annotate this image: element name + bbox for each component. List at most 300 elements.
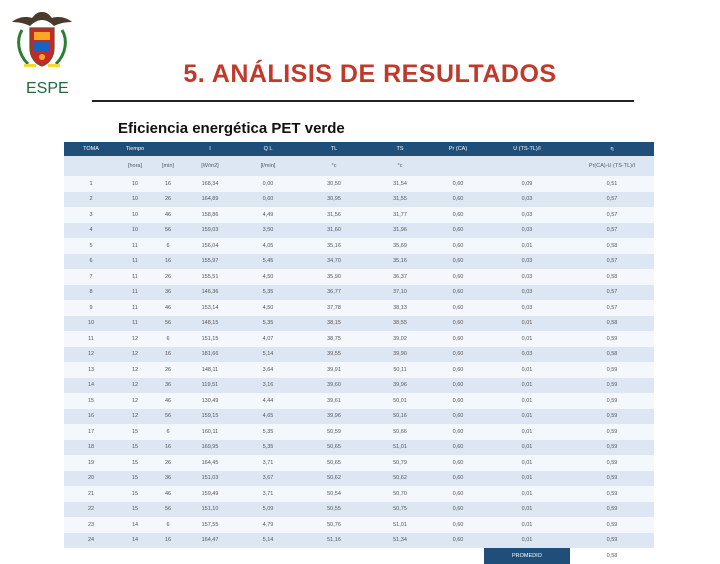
table-row (64, 300, 654, 316)
table-row (64, 176, 654, 192)
table-cell: 34,70 (300, 254, 368, 270)
table-cell: 0,60 (432, 192, 484, 208)
table-cell: 39,96 (300, 409, 368, 425)
table-cell: 39,55 (300, 347, 368, 363)
table-cell: 12 (118, 393, 152, 409)
table-cell: 0,58 (570, 347, 654, 363)
table-cell: 0,01 (484, 424, 570, 440)
table-header-row (64, 142, 654, 156)
table-cell: 12 (118, 331, 152, 347)
table-cell: 0,01 (484, 486, 570, 502)
table-cell: 50,59 (300, 424, 368, 440)
table-cell: 153,14 (184, 300, 236, 316)
table-row (64, 285, 654, 301)
table-cell: 39,60 (300, 378, 368, 394)
table-cell: 157,55 (184, 517, 236, 533)
table-cell: 0,01 (484, 455, 570, 471)
column-header: Pr (CA) (432, 142, 484, 156)
table-cell: 15 (118, 486, 152, 502)
column-header: η (570, 142, 654, 156)
table-cell: 12 (64, 347, 118, 363)
table-cell: 4 (64, 223, 118, 239)
table-cell: 10 (118, 192, 152, 208)
table-cell: 37,78 (300, 300, 368, 316)
table-cell: 35,16 (368, 254, 432, 270)
empty-cell (118, 548, 152, 564)
table-cell: 5,14 (236, 347, 300, 363)
table-cell: 151,10 (184, 502, 236, 518)
table-cell: 0,01 (484, 362, 570, 378)
table-cell: 155,97 (184, 254, 236, 270)
results-table (64, 142, 654, 564)
table-cell: 10 (64, 316, 118, 332)
empty-cell (368, 548, 432, 564)
table-cell: 3,64 (236, 362, 300, 378)
table-cell: 26 (152, 192, 184, 208)
eagle-icon (12, 12, 72, 26)
table-cell: 0,60 (432, 331, 484, 347)
table-cell: 0,60 (432, 223, 484, 239)
table-cell: 159,49 (184, 486, 236, 502)
table-cell: 17 (64, 424, 118, 440)
table-row (64, 223, 654, 239)
shield-icon (30, 28, 54, 66)
table-cell: 50,66 (368, 424, 432, 440)
column-header: U (TS-TL)/I (484, 142, 570, 156)
table-cell: 0,03 (484, 269, 570, 285)
table-cell: 0,60 (432, 238, 484, 254)
table-cell: 38,13 (368, 300, 432, 316)
table-cell: 21 (64, 486, 118, 502)
university-crest-logo (6, 8, 78, 74)
table-cell: 50,70 (368, 486, 432, 502)
table-footer-row (64, 548, 654, 564)
table-cell: 50,11 (368, 362, 432, 378)
table-cell: 0,60 (432, 176, 484, 192)
table-cell: 155,51 (184, 269, 236, 285)
table-cell: 0,60 (432, 378, 484, 394)
table-cell: 51,34 (368, 533, 432, 549)
table-cell: 119,51 (184, 378, 236, 394)
table-cell: 14 (118, 517, 152, 533)
table-cell: 0,60 (432, 316, 484, 332)
table-cell: 35,90 (300, 269, 368, 285)
table-cell: 39,96 (368, 378, 432, 394)
column-unit (484, 156, 570, 176)
column-unit: Pr(CA)-U (TS-TL)/I (570, 156, 654, 176)
table-cell: 14 (64, 378, 118, 394)
table-cell: 11 (118, 238, 152, 254)
table-cell: 164,89 (184, 192, 236, 208)
table-cell: 19 (64, 455, 118, 471)
table-cell: 0,58 (570, 316, 654, 332)
column-header (152, 142, 184, 156)
empty-cell (432, 548, 484, 564)
table-cell: 0,60 (432, 300, 484, 316)
table-cell: 0,60 (432, 533, 484, 549)
table-cell: 31,60 (300, 223, 368, 239)
table-cell: 146,36 (184, 285, 236, 301)
table-cell: 38,55 (368, 316, 432, 332)
table-cell: 4,50 (236, 300, 300, 316)
table-cell: 3,71 (236, 486, 300, 502)
table-cell: 26 (152, 269, 184, 285)
table-cell: 18 (64, 440, 118, 456)
table-cell: 51,01 (368, 517, 432, 533)
table-cell: 12 (118, 347, 152, 363)
table-cell: 0,01 (484, 533, 570, 549)
average-value: 0,58 (570, 548, 654, 564)
table-row (64, 517, 654, 533)
table-cell: 0,59 (570, 455, 654, 471)
table-cell: 31,96 (368, 223, 432, 239)
table-cell: 0,01 (484, 409, 570, 425)
table-cell: 0,60 (432, 455, 484, 471)
table-cell: 4,50 (236, 269, 300, 285)
column-unit (64, 156, 118, 176)
table-cell: 0,57 (570, 192, 654, 208)
table-cell: 35,69 (368, 238, 432, 254)
table-cell: 0,60 (432, 409, 484, 425)
table-cell: 0,57 (570, 223, 654, 239)
table-cell: 151,15 (184, 331, 236, 347)
empty-cell (300, 548, 368, 564)
table-cell: 11 (64, 331, 118, 347)
table-cell: 8 (64, 285, 118, 301)
table-cell: 24 (64, 533, 118, 549)
table-row (64, 455, 654, 471)
table-cell: 38,15 (300, 316, 368, 332)
table-cell: 0,60 (432, 517, 484, 533)
table-cell: 151,03 (184, 471, 236, 487)
table-cell: 0,60 (236, 192, 300, 208)
table-cell: 159,15 (184, 409, 236, 425)
table-row (64, 486, 654, 502)
table-row (64, 378, 654, 394)
table-cell: 4,05 (236, 238, 300, 254)
table-cell: 16 (152, 533, 184, 549)
table-cell: 13 (64, 362, 118, 378)
table-cell: 0,59 (570, 486, 654, 502)
table-cell: 30,50 (300, 176, 368, 192)
table-cell: 5,35 (236, 285, 300, 301)
table-cell: 46 (152, 207, 184, 223)
table-cell: 0,60 (432, 424, 484, 440)
table-cell: 26 (152, 362, 184, 378)
table-cell: 0,01 (484, 517, 570, 533)
table-cell: 0,59 (570, 502, 654, 518)
table-cell: 15 (118, 424, 152, 440)
espe-logo-text: ESPE (26, 80, 69, 97)
table-cell: 11 (118, 254, 152, 270)
column-header: Q L (236, 142, 300, 156)
table-cell: 35,16 (300, 238, 368, 254)
table-cell: 50,75 (368, 502, 432, 518)
table-cell: 0,59 (570, 424, 654, 440)
table-cell: 36 (152, 285, 184, 301)
table-row (64, 316, 654, 332)
table-cell: 0,01 (484, 502, 570, 518)
table-cell: 16 (152, 254, 184, 270)
column-unit: °c (368, 156, 432, 176)
table-row (64, 502, 654, 518)
table-cell: 0,59 (570, 362, 654, 378)
table-row (64, 424, 654, 440)
table-cell: 15 (64, 393, 118, 409)
table-cell: 0,59 (570, 440, 654, 456)
table-cell: 181,66 (184, 347, 236, 363)
table-cell: 56 (152, 316, 184, 332)
table-cell: 1 (64, 176, 118, 192)
table-row (64, 238, 654, 254)
table-cell: 31,55 (368, 192, 432, 208)
table-cell: 39,91 (300, 362, 368, 378)
table-row (64, 393, 654, 409)
table-cell: 50,16 (368, 409, 432, 425)
table-cell: 50,62 (368, 471, 432, 487)
table-cell: 36,77 (300, 285, 368, 301)
table-cell: 0,57 (570, 300, 654, 316)
table-cell: 50,76 (300, 517, 368, 533)
table-row (64, 471, 654, 487)
table-cell: 2 (64, 192, 118, 208)
table-cell: 26 (152, 455, 184, 471)
table-cell: 6 (152, 238, 184, 254)
table-cell: 31,54 (368, 176, 432, 192)
table-cell: 46 (152, 300, 184, 316)
table-cell: 0,60 (432, 393, 484, 409)
table-cell: 148,11 (184, 362, 236, 378)
table-cell: 36 (152, 471, 184, 487)
table-cell: 0,60 (432, 362, 484, 378)
table-row (64, 347, 654, 363)
table-cell: 46 (152, 393, 184, 409)
table-cell: 51,01 (368, 440, 432, 456)
table-cell: 0,59 (570, 331, 654, 347)
table-cell: 16 (64, 409, 118, 425)
table-cell: 5,35 (236, 440, 300, 456)
table-cell: 0,59 (570, 533, 654, 549)
table-cell: 5,35 (236, 424, 300, 440)
table-cell: 16 (152, 176, 184, 192)
column-unit: [hora] (118, 156, 152, 176)
table-cell: 6 (64, 254, 118, 270)
table-cell: 16 (152, 440, 184, 456)
table-cell: 156,04 (184, 238, 236, 254)
table-cell: 20 (64, 471, 118, 487)
table-cell: 0,59 (570, 378, 654, 394)
column-unit: [min] (152, 156, 184, 176)
table-cell: 0,59 (570, 393, 654, 409)
column-unit (432, 156, 484, 176)
table-cell: 36 (152, 378, 184, 394)
empty-cell (152, 548, 184, 564)
column-header: I (184, 142, 236, 156)
table-row (64, 362, 654, 378)
table-cell: 3 (64, 207, 118, 223)
table-cell: 50,79 (368, 455, 432, 471)
table-row (64, 192, 654, 208)
table-cell: 0,58 (570, 238, 654, 254)
table-cell: 0,59 (570, 409, 654, 425)
empty-cell (184, 548, 236, 564)
column-header: TS (368, 142, 432, 156)
table-row (64, 254, 654, 270)
table-cell: 159,03 (184, 223, 236, 239)
table-cell: 3,50 (236, 223, 300, 239)
table-cell: 39,90 (368, 347, 432, 363)
table-cell: 10 (118, 176, 152, 192)
table-cell: 0,03 (484, 254, 570, 270)
table-cell: 6 (152, 331, 184, 347)
table-cell: 4,49 (236, 207, 300, 223)
table-cell: 37,10 (368, 285, 432, 301)
table-cell: 164,47 (184, 533, 236, 549)
table-cell: 0,60 (432, 471, 484, 487)
table-cell: 15 (118, 455, 152, 471)
table-cell: 3,16 (236, 378, 300, 394)
table-cell: 0,60 (432, 269, 484, 285)
table-cell: 7 (64, 269, 118, 285)
table-cell: 6 (152, 424, 184, 440)
table-cell: 11 (118, 316, 152, 332)
table-cell: 0,01 (484, 440, 570, 456)
table-cell: 0,01 (484, 471, 570, 487)
table-cell: 0,60 (432, 207, 484, 223)
table-cell: 0,01 (484, 393, 570, 409)
table-cell: 0,57 (570, 207, 654, 223)
table-row (64, 331, 654, 347)
table-cell: 50,65 (300, 440, 368, 456)
table-cell: 11 (118, 285, 152, 301)
table-cell: 0,01 (484, 331, 570, 347)
table-cell: 4,65 (236, 409, 300, 425)
table-cell: 12 (118, 378, 152, 394)
table-cell: 50,55 (300, 502, 368, 518)
table-cell: 38,75 (300, 331, 368, 347)
table-cell: 148,15 (184, 316, 236, 332)
table-cell: 6 (152, 517, 184, 533)
table-cell: 5,35 (236, 316, 300, 332)
title-divider (92, 100, 634, 102)
table-cell: 0,59 (570, 517, 654, 533)
table-cell: 0,03 (484, 300, 570, 316)
table-cell: 51,16 (300, 533, 368, 549)
table-cell: 3,67 (236, 471, 300, 487)
column-unit: °c (300, 156, 368, 176)
table-cell: 0,01 (484, 316, 570, 332)
table-cell: 4,44 (236, 393, 300, 409)
table-cell: 12 (118, 362, 152, 378)
table-cell: 130,49 (184, 393, 236, 409)
table-cell: 0,00 (236, 176, 300, 192)
table-cell: 50,65 (300, 455, 368, 471)
table-cell: 0,60 (432, 502, 484, 518)
table-cell: 0,60 (432, 486, 484, 502)
table-cell: 3,71 (236, 455, 300, 471)
table-cell: 0,58 (570, 269, 654, 285)
table-cell: 0,60 (432, 254, 484, 270)
column-header: TL (300, 142, 368, 156)
table-cell: 15 (118, 502, 152, 518)
table-cell: 36,37 (368, 269, 432, 285)
table-cell: 0,03 (484, 285, 570, 301)
column-header: Tiempo (118, 142, 152, 156)
table-cell: 0,60 (432, 440, 484, 456)
table-cell: 0,09 (484, 176, 570, 192)
table-cell: 164,45 (184, 455, 236, 471)
page-title: 5. ANÁLISIS DE RESULTADOS (183, 60, 557, 88)
table-cell: 39,61 (300, 393, 368, 409)
table-cell: 5,14 (236, 533, 300, 549)
table-cell: 0,57 (570, 285, 654, 301)
table-cell: 56 (152, 223, 184, 239)
table-cell: 0,51 (570, 176, 654, 192)
table-cell: 5,09 (236, 502, 300, 518)
table-row (64, 533, 654, 549)
table-cell: 22 (64, 502, 118, 518)
table-cell: 0,59 (570, 471, 654, 487)
table-cell: 169,95 (184, 440, 236, 456)
table-cell: 50,62 (300, 471, 368, 487)
table-cell: 10 (118, 207, 152, 223)
table-cell: 50,01 (368, 393, 432, 409)
table-cell: 14 (118, 533, 152, 549)
table-cell: 56 (152, 502, 184, 518)
table-cell: 50,54 (300, 486, 368, 502)
table-row (64, 440, 654, 456)
table-cell: 31,77 (368, 207, 432, 223)
column-header: TOMA (64, 142, 118, 156)
table-cell: 0,03 (484, 347, 570, 363)
table-cell: 16 (152, 347, 184, 363)
table-cell: 0,60 (432, 347, 484, 363)
table-cell: 9 (64, 300, 118, 316)
table-cell: 0,03 (484, 192, 570, 208)
table-cell: 4,07 (236, 331, 300, 347)
table-cell: 158,86 (184, 207, 236, 223)
table-cell: 0,03 (484, 207, 570, 223)
table-cell: 0,03 (484, 223, 570, 239)
column-unit: [W/m2] (184, 156, 236, 176)
table-row (64, 269, 654, 285)
table-cell: 5,45 (236, 254, 300, 270)
column-unit: [l/min] (236, 156, 300, 176)
table-cell: 39,02 (368, 331, 432, 347)
table-cell: 0,01 (484, 238, 570, 254)
empty-cell (236, 548, 300, 564)
table-cell: 11 (118, 300, 152, 316)
table-cell: 15 (118, 440, 152, 456)
table-cell: 0,01 (484, 378, 570, 394)
average-label: PROMEDIO (484, 548, 570, 564)
table-row (64, 409, 654, 425)
table-cell: 46 (152, 486, 184, 502)
table-row (64, 207, 654, 223)
table-cell: 12 (118, 409, 152, 425)
table-cell: 11 (118, 269, 152, 285)
empty-cell (64, 548, 118, 564)
table-cell: 0,60 (432, 285, 484, 301)
table-cell: 160,11 (184, 424, 236, 440)
table-cell: 23 (64, 517, 118, 533)
table-cell: 30,95 (300, 192, 368, 208)
table-cell: 10 (118, 223, 152, 239)
table-cell: 4,79 (236, 517, 300, 533)
table-cell: 31,56 (300, 207, 368, 223)
table-cell: 5 (64, 238, 118, 254)
table-cell: 56 (152, 409, 184, 425)
